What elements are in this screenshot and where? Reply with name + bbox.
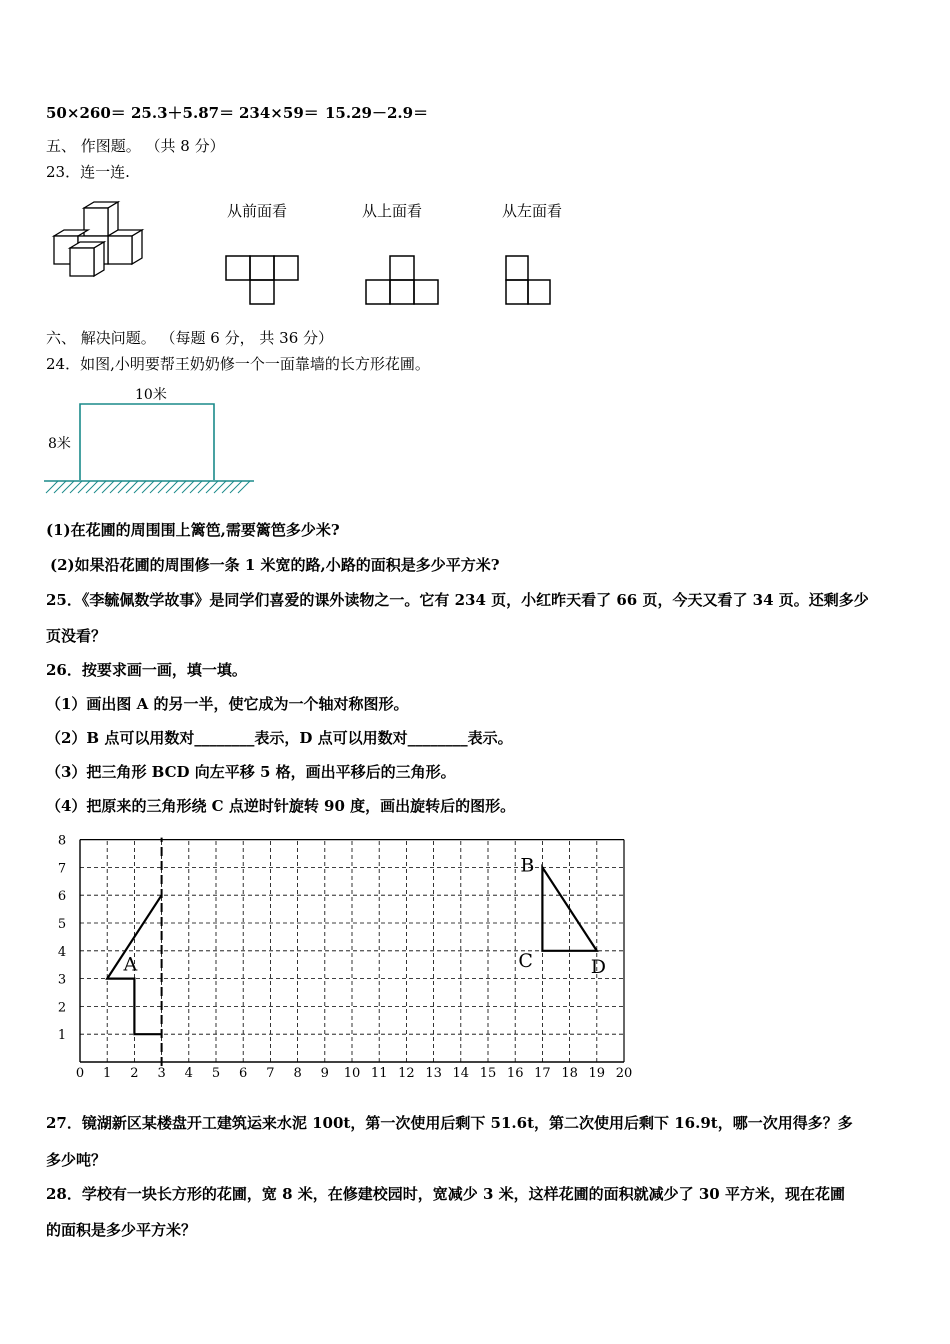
shape-a-label: A bbox=[123, 953, 138, 976]
x-tick-label: 18 bbox=[561, 1066, 578, 1081]
x-tick-label: 17 bbox=[534, 1066, 551, 1081]
section-6-title: 六、 解决问题。 （每题 6 分， 共 36 分） bbox=[46, 329, 334, 347]
q25-line2: 页没看？ bbox=[46, 627, 107, 645]
garden-width-label: 10米 bbox=[135, 387, 167, 403]
y-tick-label: 2 bbox=[57, 1000, 67, 1016]
front-view-shape bbox=[226, 256, 298, 304]
q25-line1: 25．《李毓佩数学故事》是同学们喜爱的课外读物之一。它有 234 页，小红昨天看了 66 页，今天又看了 34 页。还剩多少 bbox=[46, 591, 869, 609]
view-label-front: 从前面看 bbox=[227, 202, 288, 220]
y-tick-label: 4 bbox=[57, 944, 67, 960]
x-tick-label: 11 bbox=[370, 1066, 388, 1081]
y-tick-label: 5 bbox=[57, 917, 67, 932]
view-label-left: 从左面看 bbox=[502, 202, 563, 220]
vertex-label-d: D bbox=[590, 955, 607, 978]
x-tick-label: 6 bbox=[239, 1066, 248, 1081]
x-tick-label: 5 bbox=[211, 1066, 221, 1081]
vertex-label-c: C bbox=[518, 949, 533, 972]
x-tick-label: 10 bbox=[343, 1066, 361, 1081]
x-tick-label: 0 bbox=[75, 1066, 85, 1081]
x-tick-label: 13 bbox=[425, 1066, 442, 1081]
x-tick-label: 14 bbox=[452, 1066, 470, 1081]
y-tick-label: 6 bbox=[57, 889, 67, 905]
top-view-shape bbox=[366, 256, 438, 304]
cube-stack-figure bbox=[46, 198, 166, 288]
x-tick-label: 4 bbox=[184, 1066, 193, 1081]
vertex-label-b: B bbox=[520, 854, 535, 877]
garden-height-label: 8米 bbox=[48, 436, 71, 452]
y-tick-label: 7 bbox=[57, 861, 67, 877]
view-label-top: 从上面看 bbox=[362, 202, 423, 220]
coordinate-grid bbox=[46, 832, 646, 1082]
x-tick-label: 8 bbox=[293, 1066, 302, 1081]
q28-line2: 的面积是多少平方米？ bbox=[46, 1221, 197, 1239]
section-5-title: 五、 作图题。 （共 8 分） bbox=[46, 137, 225, 155]
x-tick-label: 16 bbox=[506, 1066, 524, 1081]
q28-line1: 28．学校有一块长方形的花圃，宽 8 米，在修建校园时，宽减少 3 米，这样花圃的面积就减少了 30 平方米，现在花圃 bbox=[46, 1185, 845, 1203]
left-view-shape bbox=[506, 256, 550, 304]
view-drawings bbox=[220, 248, 580, 308]
x-tick-label: 2 bbox=[130, 1066, 139, 1081]
calc-item-2: 25.3＋5.87＝ bbox=[131, 104, 235, 122]
calc-item-1: 50×260＝ bbox=[46, 104, 126, 122]
q27-line2: 多少吨？ bbox=[46, 1151, 107, 1169]
q24-sub1: (1)在花圃的周围围上篱笆,需要篱笆多少米? bbox=[46, 521, 340, 539]
x-tick-label: 3 bbox=[157, 1066, 166, 1081]
q24-text: 24．如图,小明要帮王奶奶修一个一面靠墙的长方形花圃。 bbox=[46, 355, 430, 373]
q27-line1: 27．镜湖新区某楼盘开工建筑运来水泥 100t，第一次使用后剩下 51.6t，第二次使用后剩下 16.9t，哪一次用得多？多 bbox=[46, 1114, 853, 1132]
x-tick-label: 19 bbox=[588, 1066, 606, 1081]
y-tick-label: 8 bbox=[57, 833, 67, 849]
calc-item-4: 15.29－2.9＝ bbox=[325, 104, 429, 122]
q26-sub2: （2）B 点可以用数对________表示，D 点可以用数对________表示。 bbox=[46, 729, 513, 747]
x-tick-label: 1 bbox=[103, 1066, 112, 1081]
garden-figure bbox=[44, 382, 264, 497]
x-tick-label: 20 bbox=[615, 1066, 633, 1081]
q24-sub2: (2)如果沿花圃的周围修一条 1 米宽的路,小路的面积是多少平方米? bbox=[50, 556, 500, 574]
q23-text: 23．连一连. bbox=[46, 163, 130, 181]
x-tick-label: 9 bbox=[320, 1066, 329, 1081]
y-tick-label: 3 bbox=[57, 972, 67, 988]
x-tick-label: 15 bbox=[479, 1066, 497, 1081]
q26-sub1: （1）画出图 A 的另一半，使它成为一个轴对称图形。 bbox=[46, 695, 409, 713]
y-tick-label: 1 bbox=[57, 1028, 67, 1044]
x-tick-label: 12 bbox=[398, 1066, 415, 1081]
q26-text: 26．按要求画一画，填一填。 bbox=[46, 661, 247, 679]
q26-sub4: （4）把原来的三角形绕 C 点逆时针旋转 90 度，画出旋转后的图形。 bbox=[46, 797, 516, 815]
x-tick-label: 7 bbox=[266, 1066, 275, 1081]
q26-sub3: （3）把三角形 BCD 向左平移 5 格，画出平移后的三角形。 bbox=[46, 763, 456, 781]
calc-item-3: 234×59＝ bbox=[239, 104, 319, 122]
